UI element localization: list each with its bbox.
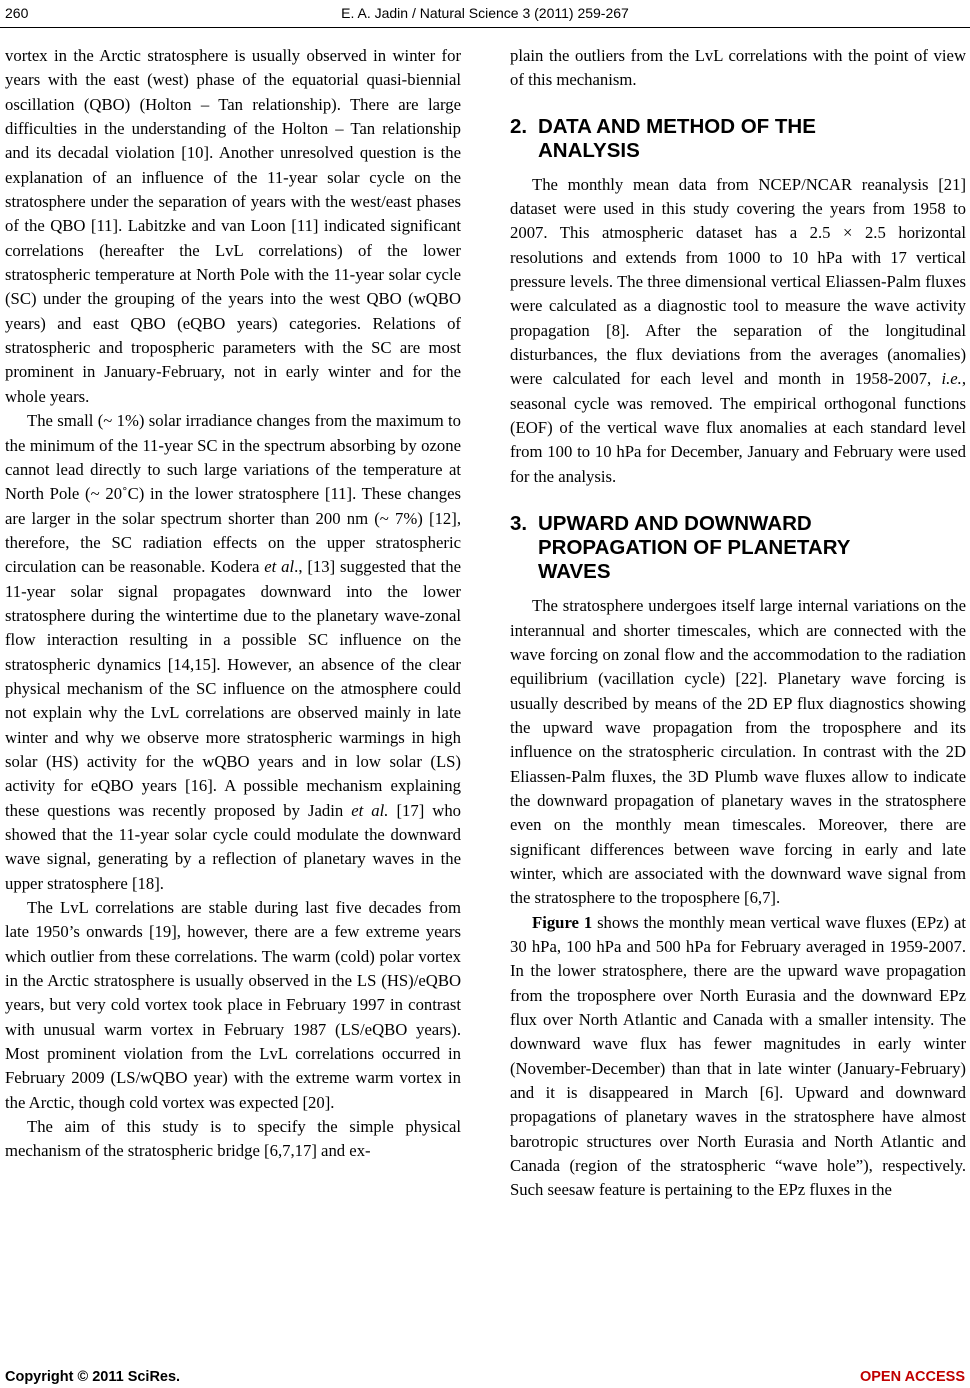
copyright-notice: Copyright © 2011 SciRes. — [5, 1369, 181, 1385]
header-rule — [0, 27, 970, 28]
section-heading-data-method: 2. DATA AND METHOD OF THE ANALYSIS — [510, 114, 816, 162]
paragraph-data-method: The monthly mean data from NCEP/NCAR reanalysis [21] dataset were used in this study covering the years from 1958 to 2007. This atmospheric dataset has a 2.5 × 2.5 horizontal resolutions and extends from 1000 to 10 hPa with 17 vertical pressure levels. The three dimensional vertical Eliassen-Palm fluxes were calculated as a diagnostic tool to measure the wave activity propagation [8]. After the separation of the longitudinal disturbances, the flux deviations from the averages (anomalies) were calculated for each level and month in 1958-2007, i.e., seasonal cycle was removed. The empirical orthogonal functions (EOF) of the vertical wave flux anomalies at each standard level from 100 to 10 hPa for December, January and February were used for the analysis. — [510, 174, 966, 486]
section-heading-wave-propagation: 3. UPWARD AND DOWNWARD PROPAGATION OF PLANETARY WAVES — [510, 512, 851, 584]
page-header — [0, 0, 970, 34]
left-column — [5, 44, 461, 1164]
figure-1-reference[interactable]: Figure 1 — [532, 912, 593, 932]
paragraph-solar-irradiance: The small (~ 1%) solar irradiance changes from the maximum to the minimum of the 11-year SC in the spectrum absorbing by ozone cannot lead directly to such large variations of the temperature at North Pole (~ 20˚C) in the lower stratosphere [11]. These changes are larger in the solar spectrum shorter than 200 nm (~ 7%) [12], therefore, the SC radiation effects on the upper stratospheric circulation can be reasonable. Kodera et al., [13] suggested that the 11-year solar signal propagates downward into the lower stratosphere during the wintertime due to the planetary wave-zonal flow interaction resulting in a possible SC influence on the stratospheric dynamics [14,15]. However, an absence of the clear physical mechanism of the SC influence on the atmosphere could not explain why the LvL correlations are observed mainly in late winter and why we observe more stratospheric warmings in high solar (HS) activity for the wQBO years and in low solar (LS) activity for eQBO years [16]. A possible mechanism explaining these questions was recently proposed by Jadin et al. [17] who showed that the 11-year solar cycle could modulate the downward wave signal, generating by a reflection of planetary waves in the upper stratosphere [18]. — [5, 411, 462, 893]
paragraph-figure-1: Figure 1 shows the monthly mean vertical wave fluxes (EPz) at 30 hPa, 100 hPa and 500 hPa for February averaged in 1959-2007. In the lower stratosphere, there are the upward wave propagation from the troposphere over North Eurasia and the downward EPz flux over North Atlantic and Canada with a smaller intensity. The downward wave flux has fewer magnitudes in early winter (November-December) than that in late winter (January-February) and it is disappeared in March [6]. Upward and downward propagations of planetary waves in the stratosphere have almost barotropic structures over North Eurasia and North Atlantic and Canada (region of the stratospheric “wave hole”), respectively. Such seesaw feature is pertaining to the EPz fluxes in the — [510, 912, 966, 1200]
paragraph-lvl-correlations: The LvL correlations are stable during last five decades from late 1950’s onwards [19], however, there are a few extreme years which outlier from these correlations. The warm (cold) polar vortex in the Arctic stratosphere is usually observed in the LS (HS)/eQBO years, but very cold vortex took place in February 1997 in contrast with unusual warm vortex in February 1987 (LS/eQBO years). Most prominent violation from the LvL correlations occurred in February 2009 (LS/wQBO year) with the extreme warm vortex in the Arctic, though cold vortex was expected [20]. — [5, 898, 461, 1112]
page-number: 260 — [5, 5, 29, 21]
running-title: E. A. Jadin / Natural Science 3 (2011) 259-267 — [341, 5, 629, 21]
paragraph-aim: The aim of this study is to specify the simple physical mechanism of the stratospheric bridge [6,7,17] and ex- — [5, 1117, 461, 1161]
right-column — [510, 44, 966, 1203]
paragraph-intro-end: plain the outliers from the LvL correlations with the point of view of this mechanism. — [510, 46, 966, 90]
paragraph-stratosphere-variations: The stratosphere undergoes itself large internal variations on the interannual and shorter timescales, which are connected with the wave forcing on zonal flow and the accommodation to the radiation equilibrium (vacillation cycle) [22]. Planetary wave forcing is usually described by means of the 2D EP flux diagnostics showing the upward wave propagation from the troposphere and its influence on the stratospheric circulation. In contrast with the 2D Eliassen-Palm fluxes, the 3D Plumb wave fluxes allow to indicate the downward propagation of planetary waves in the stratosphere even on the monthly mean timescales. Moreover, there are significant differences between wave forcing in early and late winter, which are associated with the downward wave signal from the stratosphere to the troposphere [6,7]. — [510, 596, 966, 908]
paragraph-intro-continued: vortex in the Arctic stratosphere is usually observed in winter for years with the east (west) phase of the equatorial quasi-biennial oscillation (QBO) (Holton – Tan relationship). There are large difficulties in the understanding of the Holton – Tan relationship and its decadal violation [10]. Another unresolved question is the explanation of an influence of the 11-year solar cycle on the stratosphere under the separation of years with the west/east phases of the QBO [11]. Labitzke and van Loon [11] indicated significant correlations (hereafter the LvL correlations) of the lower stratospheric temperature at North Pole with the 11-year solar cycle (SC) under the grouping of the years into the west QBO (wQBO years) and east QBO (eQBO years) categories. Relations of stratospheric and tropospheric parameters with the SC are most prominent in January-February, not in early winter and for the whole years. — [5, 46, 461, 406]
open-access-label: OPEN ACCESS — [859, 1369, 965, 1385]
